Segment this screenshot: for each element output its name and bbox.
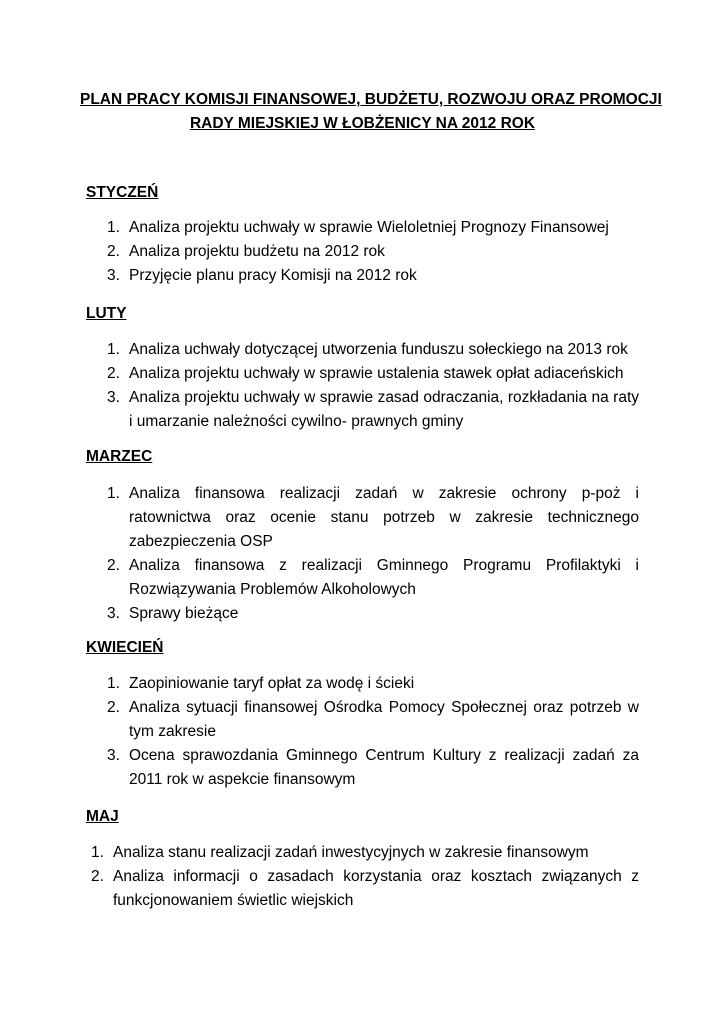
list-item: 1. Analiza finansowa realizacji zadań w zakresie ochrony p-poż i ratownictwa oraz ocenie stanu potrzeb w zakresie technicznego zabezpieczenia OSP — [107, 485, 639, 550]
list-item: 3. Sprawy bieżące — [107, 605, 239, 622]
document-title — [80, 88, 662, 136]
list-item: 2. Analiza projektu budżetu na 2012 rok — [107, 243, 385, 260]
february-list — [107, 338, 639, 434]
list-item: 1. Analiza projektu uchwały w sprawie Wieloletniej Prognozy Finansowej — [107, 219, 609, 236]
january-list — [107, 216, 639, 288]
list-item: 2. Analiza projektu uchwały w sprawie ustalenia stawek opłat adiaceńskich — [107, 365, 624, 382]
month-heading-april: KWIECIEŃ — [86, 639, 164, 656]
list-item: 2. Analiza finansowa z realizacji Gminnego Programu Profilaktyki i Rozwiązywania Problemów Alkoholowych — [107, 557, 639, 598]
list-item: 1. Zaopiniowanie taryf opłat za wodę i ścieki — [107, 675, 415, 692]
list-item: 3. Ocena sprawozdania Gminnego Centrum Kultury z realizacji zadań za 2011 rok w aspekcie finansowym — [107, 747, 639, 788]
list-item: 1. Analiza uchwały dotyczącej utworzenia funduszu sołeckiego na 2013 rok — [107, 341, 628, 358]
month-heading-february: LUTY — [86, 305, 127, 322]
may-list — [91, 841, 639, 913]
month-heading-may: MAJ — [86, 808, 119, 825]
title-line-1: PLAN PRACY KOMISJI FINANSOWEJ, BUDŻETU, ROZWOJU ORAZ PROMOCJI — [80, 91, 662, 108]
list-item: 2. Analiza informacji o zasadach korzystania oraz kosztach związanych z funkcjonowaniem świetlic wiejskich — [91, 868, 639, 909]
list-item: 3. Przyjęcie planu pracy Komisji na 2012 rok — [107, 267, 417, 284]
march-list — [107, 482, 639, 626]
list-item: 2. Analiza sytuacji finansowej Ośrodka Pomocy Społecznej oraz potrzeb w tym zakresie — [107, 699, 639, 740]
april-list — [107, 672, 639, 792]
month-heading-january: STYCZEŃ — [86, 184, 159, 201]
list-item: 1. Analiza stanu realizacji zadań inwestycyjnych w zakresie finansowym — [91, 844, 589, 861]
list-item: 3. Analiza projektu uchwały w sprawie zasad odraczania, rozkładania na raty i umarzanie należności cywilno- prawnych gminy — [107, 389, 639, 430]
title-line-2: RADY MIEJSKIEJ W ŁOBŻENICY NA 2012 ROK — [189, 115, 536, 132]
month-heading-march: MARZEC — [86, 448, 153, 465]
